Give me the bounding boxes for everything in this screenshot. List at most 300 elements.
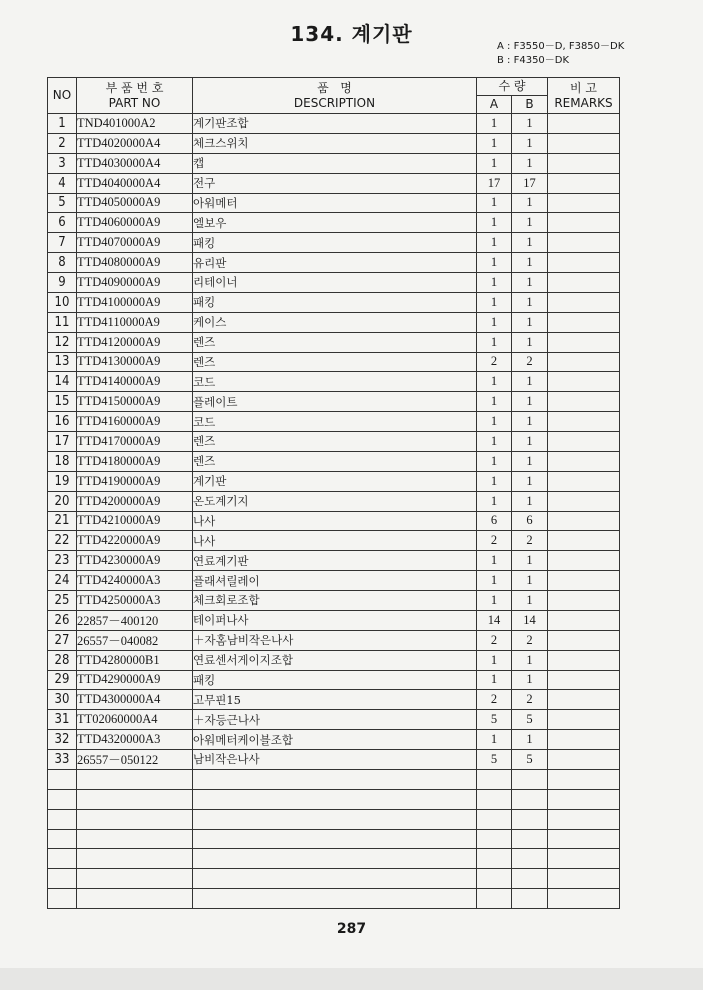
cell-qty-a: 1 (477, 432, 512, 452)
cell-description (193, 849, 477, 869)
cell-remarks (548, 471, 620, 491)
cell-description: 패킹 (193, 670, 477, 690)
cell-qty-b: 1 (512, 312, 548, 332)
cell-part-no: TTD4040000A4 (77, 173, 193, 193)
cell-remarks (548, 591, 620, 611)
cell-description: 테이퍼나사 (193, 610, 477, 630)
cell-remarks (548, 511, 620, 531)
cell-qty-b: 1 (512, 591, 548, 611)
cell-qty-b (512, 829, 548, 849)
cell-description (193, 829, 477, 849)
cell-qty-a: 2 (477, 531, 512, 551)
model-legend (497, 40, 624, 68)
page-title: 134. 계기판 (290, 22, 413, 46)
cell-qty-b (512, 869, 548, 889)
table-row-empty (48, 789, 620, 809)
table-row-empty (48, 869, 620, 889)
cell-remarks (548, 829, 620, 849)
col-header-qty-b: B (512, 96, 548, 114)
cell-part-no (77, 829, 193, 849)
cell-part-no: TTD4240000A3 (77, 571, 193, 591)
col-header-part-no-kr: 부 품 번 호 (105, 80, 164, 95)
cell-no: 32 (48, 730, 77, 750)
cell-no: 10 (48, 292, 77, 312)
cell-part-no: 26557－050122 (77, 750, 193, 770)
cell-part-no: 26557－040082 (77, 630, 193, 650)
table-row (48, 571, 620, 591)
cell-qty-a: 6 (477, 511, 512, 531)
cell-description: 렌즈 (193, 432, 477, 452)
cell-qty-b: 2 (512, 352, 548, 372)
cell-qty-a: 14 (477, 610, 512, 630)
cell-description: 연료센서게이지조합 (193, 650, 477, 670)
cell-qty-b: 14 (512, 610, 548, 630)
table-row (48, 471, 620, 491)
cell-part-no: TTD4280000B1 (77, 650, 193, 670)
cell-qty-b: 5 (512, 710, 548, 730)
table-row (48, 630, 620, 650)
table-row (48, 392, 620, 412)
cell-part-no: TTD4070000A9 (77, 233, 193, 253)
cell-qty-b: 1 (512, 153, 548, 173)
table-row (48, 372, 620, 392)
cell-remarks (548, 412, 620, 432)
cell-qty-b (512, 789, 548, 809)
table-row (48, 213, 620, 233)
cell-remarks (548, 133, 620, 153)
table-row (48, 511, 620, 531)
cell-remarks (548, 332, 620, 352)
cell-qty-b: 1 (512, 273, 548, 293)
cell-qty-a: 1 (477, 312, 512, 332)
cell-qty-b (512, 769, 548, 789)
cell-no: 3 (48, 153, 77, 173)
cell-qty-a: 5 (477, 750, 512, 770)
cell-description: 렌즈 (193, 332, 477, 352)
cell-part-no: TTD4210000A9 (77, 511, 193, 531)
cell-no: 5 (48, 193, 77, 213)
cell-qty-b: 2 (512, 690, 548, 710)
cell-qty-b: 1 (512, 471, 548, 491)
table-row (48, 491, 620, 511)
cell-remarks (548, 710, 620, 730)
table-row (48, 710, 620, 730)
model-b-label: B : F4350－DK (497, 55, 570, 66)
cell-remarks (548, 153, 620, 173)
cell-part-no: TTD4130000A9 (77, 352, 193, 372)
cell-no: 19 (48, 471, 77, 491)
cell-part-no: TTD4290000A9 (77, 670, 193, 690)
cell-remarks (548, 690, 620, 710)
cell-remarks (548, 352, 620, 372)
cell-qty-b: 1 (512, 650, 548, 670)
cell-description: 체크스위치 (193, 133, 477, 153)
col-header-description (193, 78, 477, 114)
table-row (48, 253, 620, 273)
cell-qty-a (477, 809, 512, 829)
table-row (48, 332, 620, 352)
cell-no: 25 (48, 591, 77, 611)
cell-remarks (548, 213, 620, 233)
cell-part-no: TTD4080000A9 (77, 253, 193, 273)
cell-remarks (548, 173, 620, 193)
cell-qty-a: 1 (477, 213, 512, 233)
cell-no: 30 (48, 690, 77, 710)
cell-qty-a (477, 829, 512, 849)
cell-remarks (548, 253, 620, 273)
cell-no (48, 789, 77, 809)
cell-description: 패킹 (193, 292, 477, 312)
table-row (48, 273, 620, 293)
table-row (48, 670, 620, 690)
cell-no: 31 (48, 710, 77, 730)
cell-part-no: TTD4140000A9 (77, 372, 193, 392)
cell-qty-b: 1 (512, 372, 548, 392)
cell-qty-b: 2 (512, 630, 548, 650)
cell-no: 12 (48, 332, 77, 352)
cell-part-no: TTD4250000A3 (77, 591, 193, 611)
cell-part-no: TTD4150000A9 (77, 392, 193, 412)
cell-qty-a: 1 (477, 591, 512, 611)
cell-description: 나사 (193, 511, 477, 531)
cell-qty-a: 5 (477, 710, 512, 730)
cell-qty-b: 1 (512, 730, 548, 750)
table-row (48, 591, 620, 611)
cell-description: 전구 (193, 173, 477, 193)
cell-qty-a: 17 (477, 173, 512, 193)
cell-part-no: TND401000A2 (77, 114, 193, 134)
cell-remarks (548, 750, 620, 770)
cell-description: 코드 (193, 372, 477, 392)
cell-no: 22 (48, 531, 77, 551)
cell-qty-b: 1 (512, 571, 548, 591)
cell-remarks (548, 769, 620, 789)
cell-no: 11 (48, 312, 77, 332)
cell-description: ＋자등근나사 (193, 710, 477, 730)
cell-description: 체크회로조합 (193, 591, 477, 611)
cell-remarks (548, 292, 620, 312)
cell-qty-b (512, 889, 548, 909)
table-row (48, 690, 620, 710)
col-header-remarks (548, 78, 620, 114)
cell-remarks (548, 730, 620, 750)
cell-no (48, 849, 77, 869)
table-row-empty (48, 889, 620, 909)
cell-qty-a: 1 (477, 193, 512, 213)
table-row (48, 610, 620, 630)
cell-remarks (548, 193, 620, 213)
cell-qty-b: 1 (512, 392, 548, 412)
cell-no: 2 (48, 133, 77, 153)
cell-qty-b: 1 (512, 491, 548, 511)
cell-remarks (548, 372, 620, 392)
cell-part-no: TTD4100000A9 (77, 292, 193, 312)
cell-qty-b: 1 (512, 253, 548, 273)
cell-remarks (548, 670, 620, 690)
cell-description: 온도계기지 (193, 491, 477, 511)
table-row (48, 173, 620, 193)
cell-description: 엘보우 (193, 213, 477, 233)
cell-part-no: TTD4180000A9 (77, 451, 193, 471)
cell-qty-a (477, 849, 512, 869)
table-row-empty (48, 829, 620, 849)
cell-part-no: TTD4030000A4 (77, 153, 193, 173)
cell-description: 플레이트 (193, 392, 477, 412)
cell-part-no: TTD4300000A4 (77, 690, 193, 710)
cell-description: 아워메터케이블조합 (193, 730, 477, 750)
cell-no: 23 (48, 551, 77, 571)
cell-no: 9 (48, 273, 77, 293)
cell-remarks (548, 312, 620, 332)
cell-qty-b (512, 809, 548, 829)
cell-part-no: TTD4120000A9 (77, 332, 193, 352)
cell-remarks (548, 610, 620, 630)
cell-qty-a: 1 (477, 412, 512, 432)
cell-remarks (548, 114, 620, 134)
cell-description: 렌즈 (193, 352, 477, 372)
cell-remarks (548, 451, 620, 471)
cell-qty-b: 5 (512, 750, 548, 770)
cell-no (48, 889, 77, 909)
cell-qty-a: 1 (477, 471, 512, 491)
cell-remarks (548, 273, 620, 293)
cell-description: 캡 (193, 153, 477, 173)
cell-qty-b: 17 (512, 173, 548, 193)
table-row (48, 412, 620, 432)
cell-qty-a (477, 789, 512, 809)
col-header-no: NO (48, 78, 77, 114)
cell-description: 고무핀15 (193, 690, 477, 710)
cell-no: 17 (48, 432, 77, 452)
cell-no: 13 (48, 352, 77, 372)
col-header-remarks-kr: 비 고 (570, 80, 597, 95)
cell-description: 패킹 (193, 233, 477, 253)
cell-qty-b: 1 (512, 292, 548, 312)
cell-qty-a: 1 (477, 730, 512, 750)
table-row (48, 730, 620, 750)
table-row (48, 312, 620, 332)
page-number: 287 (336, 921, 367, 937)
cell-qty-a: 1 (477, 114, 512, 134)
table-row (48, 292, 620, 312)
col-header-quantity: 수 량 (477, 78, 548, 96)
cell-no: 1 (48, 114, 77, 134)
cell-description (193, 769, 477, 789)
cell-remarks (548, 630, 620, 650)
cell-part-no (77, 869, 193, 889)
cell-qty-a: 1 (477, 551, 512, 571)
cell-remarks (548, 889, 620, 909)
cell-qty-b: 6 (512, 511, 548, 531)
cell-part-no: TTD4050000A9 (77, 193, 193, 213)
model-a-label: A : F3550－D, F3850－DK (497, 41, 625, 52)
cell-remarks (548, 789, 620, 809)
cell-description (193, 809, 477, 829)
cell-qty-b: 1 (512, 133, 548, 153)
cell-qty-b: 2 (512, 531, 548, 551)
cell-qty-a: 1 (477, 372, 512, 392)
table-row (48, 432, 620, 452)
cell-no: 33 (48, 750, 77, 770)
cell-no: 4 (48, 173, 77, 193)
cell-no: 28 (48, 650, 77, 670)
cell-remarks (548, 491, 620, 511)
cell-part-no (77, 769, 193, 789)
cell-qty-b: 1 (512, 412, 548, 432)
cell-description: 아워메터 (193, 193, 477, 213)
cell-no: 15 (48, 392, 77, 412)
cell-qty-a: 2 (477, 630, 512, 650)
cell-description: 플래셔릴레이 (193, 571, 477, 591)
cell-description: 연료계기판 (193, 551, 477, 571)
cell-part-no: TT02060000A4 (77, 710, 193, 730)
cell-qty-a: 1 (477, 153, 512, 173)
cell-no: 16 (48, 412, 77, 432)
cell-part-no: TTD4220000A9 (77, 531, 193, 551)
cell-qty-a: 1 (477, 650, 512, 670)
table-row (48, 750, 620, 770)
cell-qty-b: 1 (512, 432, 548, 452)
table-row (48, 193, 620, 213)
cell-description: 계기판 (193, 471, 477, 491)
cell-qty-a: 1 (477, 332, 512, 352)
table-row (48, 133, 620, 153)
cell-no: 26 (48, 610, 77, 630)
cell-description (193, 789, 477, 809)
cell-part-no: TTD4060000A9 (77, 213, 193, 233)
cell-no: 20 (48, 491, 77, 511)
cell-no: 29 (48, 670, 77, 690)
cell-part-no: TTD4170000A9 (77, 432, 193, 452)
cell-qty-a: 1 (477, 292, 512, 312)
cell-no: 7 (48, 233, 77, 253)
cell-qty-b: 1 (512, 670, 548, 690)
cell-remarks (548, 531, 620, 551)
table-row (48, 352, 620, 372)
cell-qty-a: 1 (477, 253, 512, 273)
col-header-qty-a: A (477, 96, 512, 114)
cell-description: 케이스 (193, 312, 477, 332)
cell-description: 렌즈 (193, 451, 477, 471)
cell-remarks (548, 233, 620, 253)
cell-qty-a: 1 (477, 670, 512, 690)
col-header-part-no-en: PART NO (108, 95, 161, 110)
cell-part-no: TTD4020000A4 (77, 133, 193, 153)
col-header-description-kr: 품 명 (317, 80, 352, 95)
cell-description (193, 889, 477, 909)
cell-qty-a: 1 (477, 451, 512, 471)
cell-no: 14 (48, 372, 77, 392)
col-header-remarks-en: REMARKS (554, 95, 613, 110)
scan-edge (0, 968, 703, 990)
cell-qty-a: 1 (477, 491, 512, 511)
table-row (48, 114, 620, 134)
cell-part-no (77, 789, 193, 809)
cell-part-no: TTD4230000A9 (77, 551, 193, 571)
cell-qty-a: 2 (477, 690, 512, 710)
cell-qty-b: 1 (512, 451, 548, 471)
cell-description: 남비작은나사 (193, 750, 477, 770)
cell-no (48, 829, 77, 849)
cell-qty-a: 2 (477, 352, 512, 372)
cell-qty-a (477, 769, 512, 789)
cell-no: 18 (48, 451, 77, 471)
table-row-empty (48, 809, 620, 829)
cell-remarks (548, 432, 620, 452)
cell-qty-a: 1 (477, 392, 512, 412)
cell-part-no: 22857－400120 (77, 610, 193, 630)
col-header-description-en: DESCRIPTION (293, 95, 376, 110)
cell-no: 24 (48, 571, 77, 591)
cell-qty-a: 1 (477, 233, 512, 253)
cell-description: 코드 (193, 412, 477, 432)
cell-no (48, 869, 77, 889)
cell-description: 유리판 (193, 253, 477, 273)
table-row (48, 531, 620, 551)
cell-qty-a: 1 (477, 133, 512, 153)
cell-part-no: TTD4160000A9 (77, 412, 193, 432)
cell-remarks (548, 551, 620, 571)
table-row (48, 233, 620, 253)
cell-no: 8 (48, 253, 77, 273)
cell-part-no (77, 889, 193, 909)
cell-qty-a: 1 (477, 571, 512, 591)
cell-remarks (548, 869, 620, 889)
cell-qty-a: 1 (477, 273, 512, 293)
parts-table-body (48, 114, 620, 909)
cell-qty-b: 1 (512, 213, 548, 233)
table-row (48, 451, 620, 471)
cell-part-no: TTD4110000A9 (77, 312, 193, 332)
cell-description: 나사 (193, 531, 477, 551)
cell-qty-b: 1 (512, 233, 548, 253)
cell-part-no: TTD4190000A9 (77, 471, 193, 491)
cell-remarks (548, 809, 620, 829)
cell-qty-b: 1 (512, 551, 548, 571)
cell-remarks (548, 392, 620, 412)
table-row (48, 153, 620, 173)
cell-no: 6 (48, 213, 77, 233)
parts-table (47, 77, 620, 909)
cell-remarks (548, 650, 620, 670)
cell-description: 계기판조합 (193, 114, 477, 134)
cell-part-no: TTD4090000A9 (77, 273, 193, 293)
cell-part-no (77, 809, 193, 829)
cell-no: 21 (48, 511, 77, 531)
cell-no (48, 769, 77, 789)
cell-description: ＋자홈남비작은나사 (193, 630, 477, 650)
cell-remarks (548, 849, 620, 869)
cell-part-no: TTD4320000A3 (77, 730, 193, 750)
cell-qty-a (477, 889, 512, 909)
cell-remarks (548, 571, 620, 591)
cell-part-no (77, 849, 193, 869)
cell-no (48, 809, 77, 829)
table-row-empty (48, 769, 620, 789)
table-row (48, 551, 620, 571)
cell-description (193, 869, 477, 889)
cell-qty-b: 1 (512, 332, 548, 352)
cell-qty-b: 1 (512, 193, 548, 213)
cell-part-no: TTD4200000A9 (77, 491, 193, 511)
table-row-empty (48, 849, 620, 869)
cell-qty-a (477, 869, 512, 889)
cell-no: 27 (48, 630, 77, 650)
cell-qty-b (512, 849, 548, 869)
col-header-part-no (77, 78, 193, 114)
table-row (48, 650, 620, 670)
cell-description: 리테이너 (193, 273, 477, 293)
